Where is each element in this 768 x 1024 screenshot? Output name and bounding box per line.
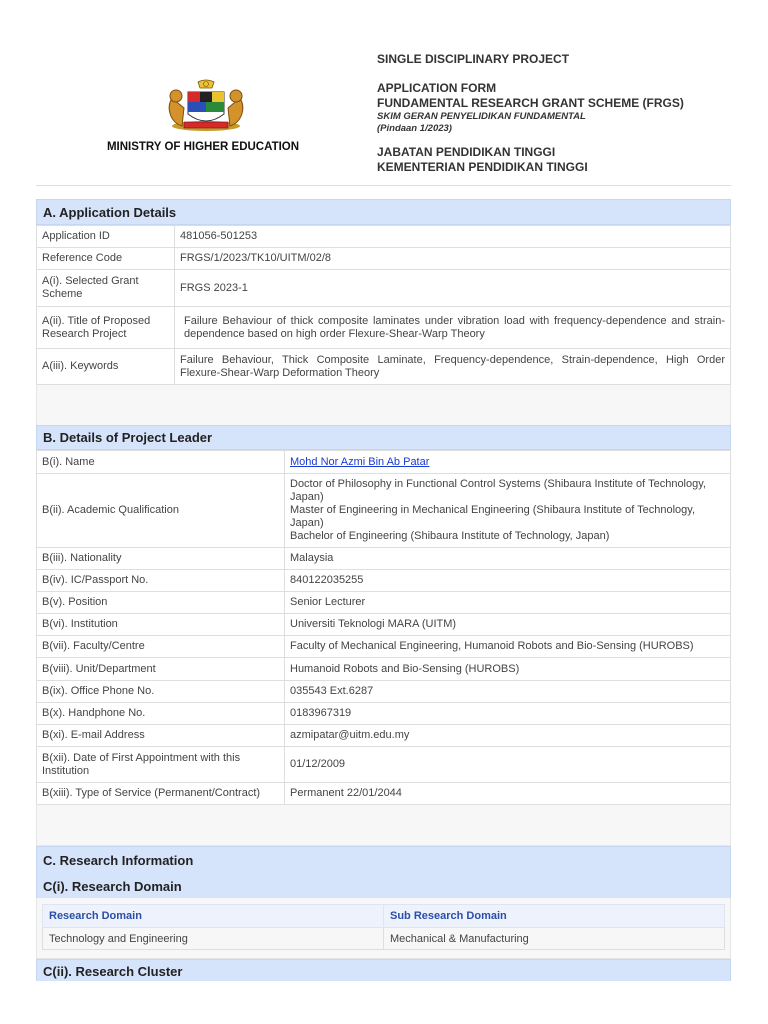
section-a-title: A. Application Details [36,199,731,225]
row-label: B(x). Handphone No. [37,703,285,725]
faculty-value: Faculty of Mechanical Engineering, Humanoid Robots and Bio-Sensing (HUROBS) [285,636,731,658]
section-spacer [36,385,731,426]
application-details-table [36,225,731,385]
table-row [37,658,731,681]
section-c-title: C. Research Information [43,853,194,868]
research-cluster-title: C(ii). Research Cluster [36,959,731,981]
table-header-row [43,905,725,928]
table-row [37,226,731,248]
position-value: Senior Lecturer [285,592,731,614]
row-label: B(i). Name [37,451,285,474]
row-label: Application ID [37,226,175,248]
ministry-name: MINISTRY OF HIGHER EDUCATION [106,141,300,153]
service-type-value: Permanent 22/01/2044 [285,783,731,805]
table-row [37,614,731,636]
section-project-leader [36,425,731,846]
table-row [37,451,731,474]
row-label: A(i). Selected Grant Scheme [37,270,175,307]
table-row [37,703,731,725]
department-line-1: JABATAN PENDIDIKAN TINGGI [377,145,556,159]
table-row [37,349,731,385]
nationality-value: Malaysia [285,548,731,570]
row-label: B(vii). Faculty/Centre [37,636,285,658]
academic-qualification-value [285,474,731,548]
row-label: A(iii). Keywords [37,349,175,385]
table-row [37,548,731,570]
row-label: B(viii). Unit/Department [37,658,285,681]
project-type: SINGLE DISCIPLINARY PROJECT [377,52,570,66]
research-domain-table [42,904,725,950]
research-domain-header: Research Domain [43,905,384,928]
project-title-value: Failure Behaviour of thick composite laminates under vibration load with frequency-dependence and strain-dependence based on high order Flexure-Shear-Warp Theory [175,307,731,349]
qualification-masters: Master of Engineering in Mechanical Engineering (Shibaura Institute of Technology, Japan) [290,504,696,529]
research-domain-value: Technology and Engineering [43,928,384,950]
section-application-details [36,199,731,426]
table-row [37,592,731,614]
row-label: B(ii). Academic Qualification [37,474,285,548]
sub-research-domain-value: Mechanical & Manufacturing [384,928,725,950]
table-row [37,248,731,270]
row-label: B(vi). Institution [37,614,285,636]
qualification-bachelors: Bachelor of Engineering (Shibaura Institute of Technology, Japan) [290,530,610,542]
project-leader-table [36,450,731,805]
first-appointment-value: 01/12/2009 [285,747,731,783]
row-label: B(v). Position [37,592,285,614]
keywords-value: Failure Behaviour, Thick Composite Laminate, Frequency-dependence, Strain-dependence, High Order Flexure-Shear-Warp Deformation Theory [175,349,731,385]
office-phone-value: 035543 Ext.6287 [285,681,731,703]
row-label: B(ix). Office Phone No. [37,681,285,703]
table-row [37,570,731,592]
row-label: B(xii). Date of First Appointment with this Institution [37,747,285,783]
row-label: B(iv). IC/Passport No. [37,570,285,592]
scheme-malay: SKIM GERAN PENYELIDIKAN FUNDAMENTAL [377,111,586,122]
table-row [37,681,731,703]
table-row [37,636,731,658]
amendment: (Pindaan 1/2023) [377,123,452,134]
table-row [37,307,731,349]
table-row [37,783,731,805]
scheme-title: FUNDAMENTAL RESEARCH GRANT SCHEME (FRGS) [377,96,684,110]
research-domain-title: C(i). Research Domain [43,879,182,894]
section-c-header [36,846,731,898]
header-divider [36,185,731,186]
section-research-information [36,846,731,981]
application-id-value: 481056-501253 [175,226,731,248]
section-spacer [36,805,731,846]
table-row [37,270,731,307]
row-label: B(xiii). Type of Service (Permanent/Contract) [37,783,285,805]
handphone-value: 0183967319 [285,703,731,725]
form-title: APPLICATION FORM [377,81,497,95]
qualification-phd: Doctor of Philosophy in Functional Control Systems (Shibaura Institute of Technology, Japan) [290,478,706,503]
email-value: azmipatar@uitm.edu.my [285,725,731,747]
malaysia-coat-of-arms-logo [162,78,250,138]
table-row [37,747,731,783]
research-domain-panel [36,898,731,959]
unit-department-value: Humanoid Robots and Bio-Sensing (HUROBS) [285,658,731,681]
institution-value: Universiti Teknologi MARA (UITM) [285,614,731,636]
leader-name-link[interactable]: Mohd Nor Azmi Bin Ab Patar [290,455,430,468]
section-b-title: B. Details of Project Leader [36,425,731,450]
row-label: B(iii). Nationality [37,548,285,570]
form-header [377,52,747,175]
row-label: A(ii). Title of Proposed Research Project [37,307,175,349]
leader-name-value [285,451,731,474]
table-row [37,725,731,747]
ic-passport-value: 840122035255 [285,570,731,592]
department-line-2: KEMENTERIAN PENDIDIKAN TINGGI [377,160,588,174]
grant-scheme-value: FRGS 2023-1 [175,270,731,307]
table-row [43,928,725,950]
table-row [37,474,731,548]
row-label: B(xi). E-mail Address [37,725,285,747]
row-label: Reference Code [37,248,175,270]
reference-code-value: FRGS/1/2023/TK10/UITM/02/8 [175,248,731,270]
sub-research-domain-header: Sub Research Domain [384,905,725,928]
